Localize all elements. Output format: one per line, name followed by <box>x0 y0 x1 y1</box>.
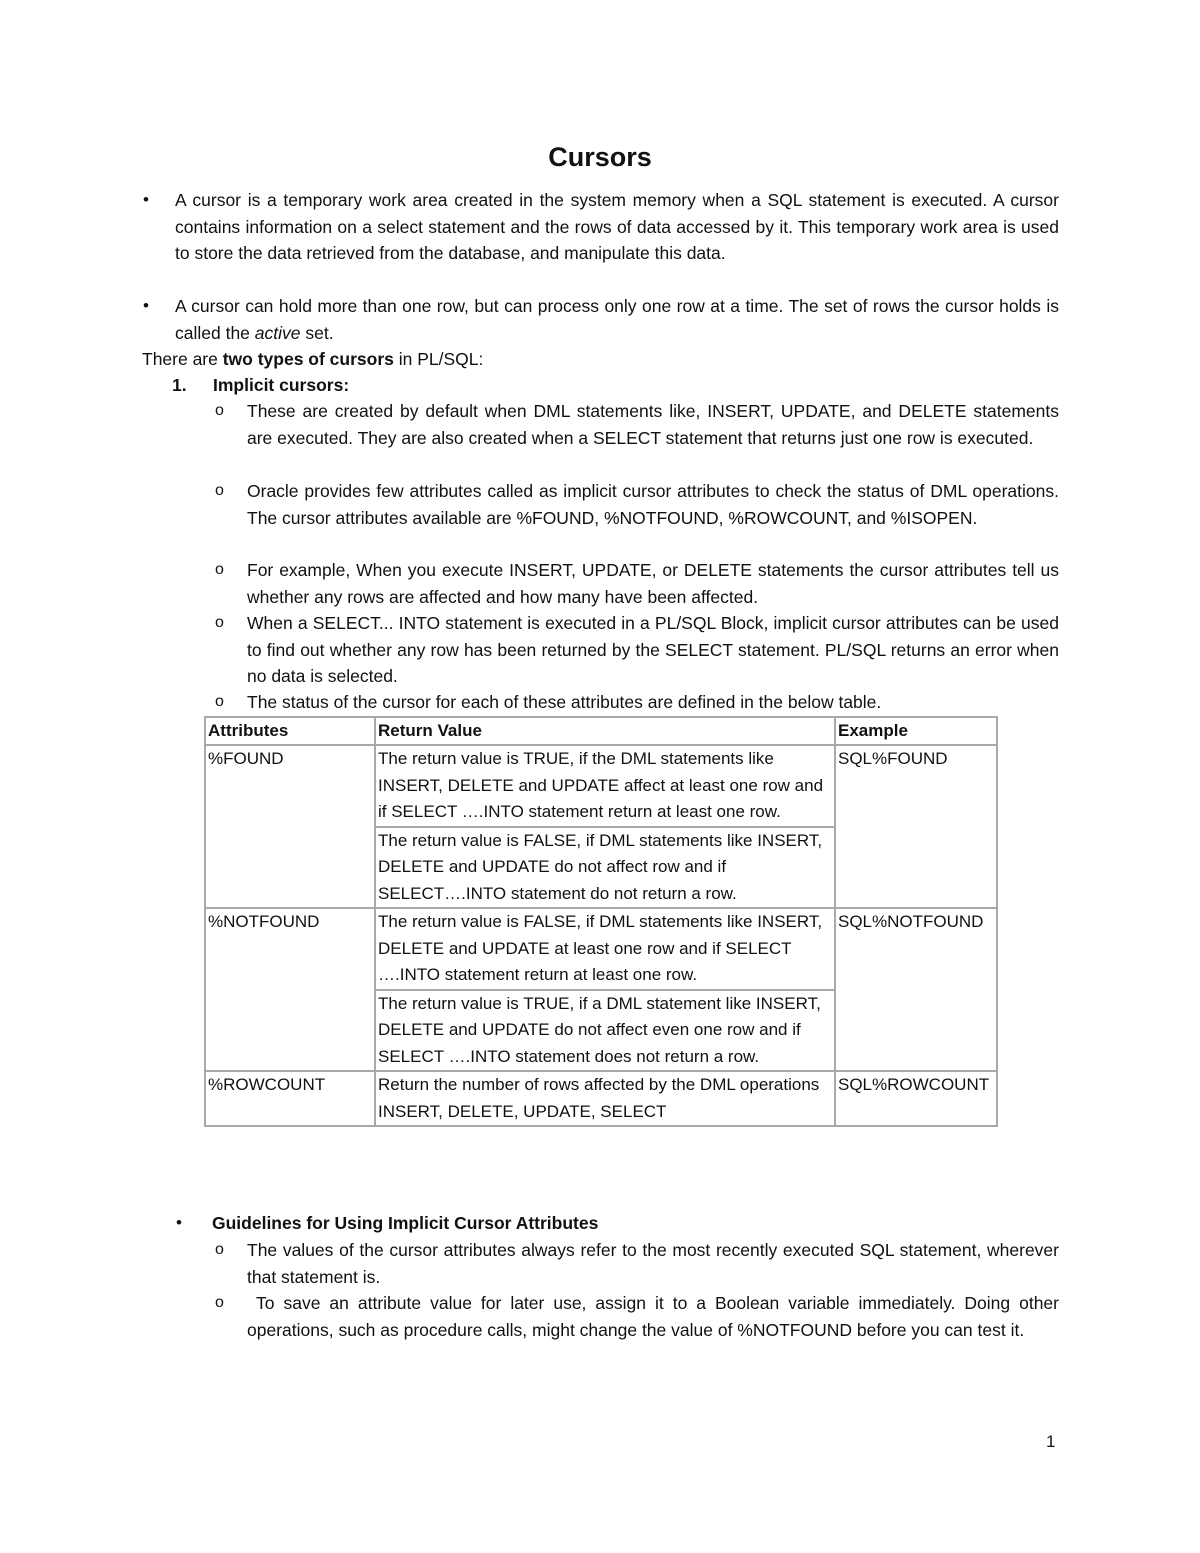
table-row <box>205 745 997 827</box>
example-notfound: SQL%NOTFOUND <box>835 908 997 1071</box>
guideline-item-save: To save an attribute value for later use, assign it to a Boolean variable immediately. Doing other operations, such as procedure calls, might change the value of %NOTFOUND before you can test it. <box>247 1293 1064 1340</box>
section-heading-implicit: Implicit cursors: <box>213 375 350 395</box>
implicit-item-attributes: Oracle provides few attributes called as implicit cursor attributes to check the status of DML operations. The cursor attributes available are %FOUND, %NOTFOUND, %ROWCOUNT, and %ISOPEN. <box>247 481 1059 528</box>
header-return-value: Return Value <box>375 717 835 745</box>
sub-marker: o <box>215 1241 224 1258</box>
sub-marker: o <box>215 402 224 419</box>
notfound-false-text: The return value is FALSE, if DML statements like INSERT, DELETE and UPDATE at least one row and if SELECT ….INTO statement return at least one row. <box>375 908 835 990</box>
example-rowcount: SQL%ROWCOUNT <box>835 1071 997 1126</box>
guidelines-heading: Guidelines for Using Implicit Cursor Attributes <box>212 1213 599 1233</box>
page-title: Cursors <box>548 142 652 172</box>
sub-marker: o <box>215 482 224 499</box>
page-number: 1 <box>1046 1432 1056 1451</box>
cursor-attributes-table <box>204 716 998 1127</box>
example-found: SQL%FOUND <box>835 745 997 908</box>
sub-marker: o <box>215 614 224 631</box>
sub-marker: o <box>215 693 224 710</box>
sub-marker: o <box>215 561 224 578</box>
cursor-types-intro: There are two types of cursors in PL/SQL: <box>142 349 484 369</box>
table-header-row <box>205 717 997 745</box>
guideline-item-recent: The values of the cursor attributes always refer to the most recently executed SQL statement, wherever that statement is. <box>247 1240 1059 1287</box>
bullet-marker: • <box>176 1213 182 1232</box>
implicit-item-select-into: When a SELECT... INTO statement is executed in a PL/SQL Block, implicit cursor attributes can be used to find out whether any row has been returned by the SELECT statement. PL/SQL returns an error when no data is selected. <box>247 613 1059 686</box>
implicit-item-created: These are created by default when DML statements like, INSERT, UPDATE, and DELETE statements are executed. They are also created when a SELECT statement that returns just one row is executed. <box>247 401 1059 448</box>
header-attributes: Attributes <box>205 717 375 745</box>
implicit-item-example: For example, When you execute INSERT, UPDATE, or DELETE statements the cursor attributes tell us whether any rows are affected and how many have been affected. <box>247 560 1059 607</box>
bullet-cursor-definition: A cursor is a temporary work area created in the system memory when a SQL statement is executed. A cursor contains information on a select statement and the rows of data accessed by it. This temporary work area is used to store the data retrieved from the database, and manipulate this data. <box>175 190 1059 263</box>
header-example: Example <box>835 717 997 745</box>
found-true-text: The return value is TRUE, if the DML statements like INSERT, DELETE and UPDATE affect at least one row and if SELECT ….INTO statement return at least one row. <box>375 745 835 827</box>
attr-notfound: %NOTFOUND <box>205 908 375 1071</box>
sub-marker: o <box>215 1294 224 1311</box>
table-row <box>205 1071 997 1126</box>
attr-found: %FOUND <box>205 745 375 908</box>
rowcount-text: Return the number of rows affected by the DML operations INSERT, DELETE, UPDATE, SELECT <box>375 1071 835 1126</box>
implicit-item-table-intro: The status of the cursor for each of these attributes are defined in the below table. <box>247 692 882 712</box>
table-row <box>205 908 997 990</box>
bullet-active-set: A cursor can hold more than one row, but can process only one row at a time. The set of rows the cursor holds is called the active set. <box>175 296 1059 343</box>
attr-rowcount: %ROWCOUNT <box>205 1071 375 1126</box>
section-number: 1. <box>172 375 187 395</box>
bullet-marker: • <box>143 296 149 315</box>
found-false-text: The return value is FALSE, if DML statements like INSERT, DELETE and UPDATE do not affect row and if SELECT….INTO statement do not return a row. <box>375 827 835 909</box>
notfound-true-text: The return value is TRUE, if a DML statement like INSERT, DELETE and UPDATE do not affect even one row and if SELECT ….INTO statement does not return a row. <box>375 990 835 1072</box>
bullet-marker: • <box>143 190 149 209</box>
